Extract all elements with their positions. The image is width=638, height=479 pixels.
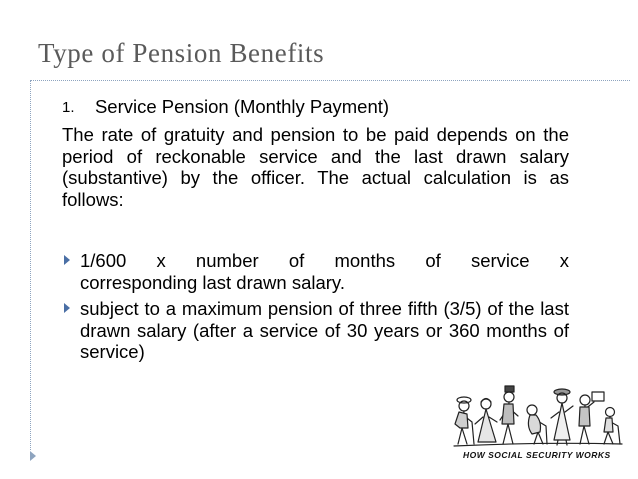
bullet-formula-line2: corresponding last drawn salary.: [80, 271, 345, 293]
item-number: 1.: [62, 99, 75, 116]
slide-title: Type of Pension Benefits: [38, 38, 325, 68]
bullet-item-maximum: subject to a maximum pension of three fifth (3/5) of the last drawn salary (after a service of 30 years or 360 months of service): [80, 298, 569, 362]
cartoon-caption: HOW SOCIAL SECURITY WORKS: [463, 450, 611, 460]
intro-paragraph: The rate of gratuity and pension to be paid depends on the period of reckonable service and the last drawn salary (substantive) by the officer. The actual calculation is as follows:: [62, 124, 569, 210]
title-divider: [30, 80, 630, 81]
left-divider: [30, 80, 31, 450]
bullet-arrow-icon: [64, 303, 70, 313]
numbered-item: [62, 96, 389, 118]
item-heading: Service Pension (Monthly Payment): [94, 96, 390, 117]
bullet-formula-line1: 1/600 x number of months of service x: [80, 250, 569, 271]
bullet-arrow-icon: [64, 255, 70, 265]
bullet-item-formula: [80, 250, 569, 293]
slide-corner-arrow-icon: [30, 451, 36, 461]
